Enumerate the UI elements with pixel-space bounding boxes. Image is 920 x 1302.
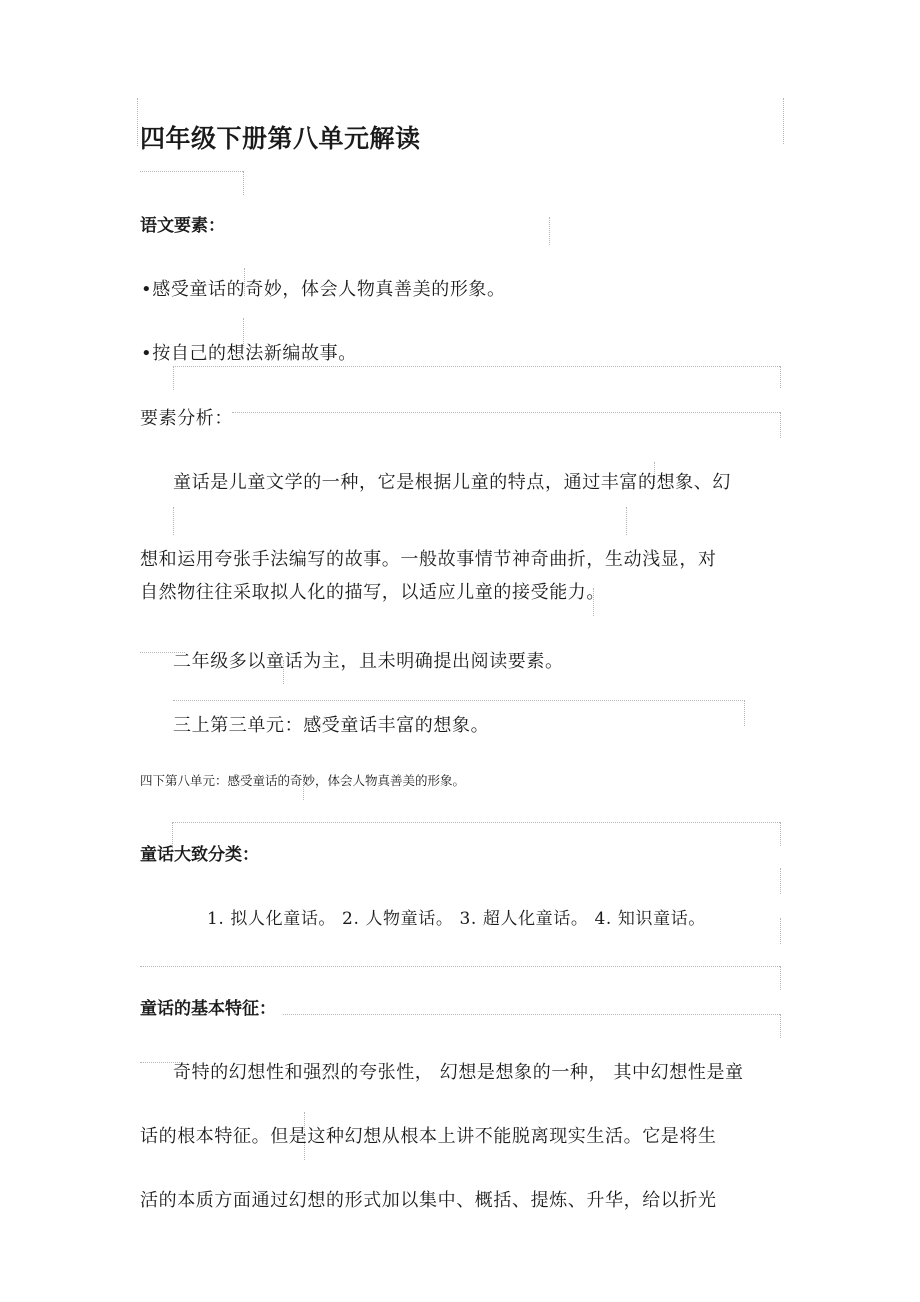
artifact-line [173,366,174,390]
artifact-line [549,217,550,245]
analysis-paragraph-line: 童话是儿童文学的一种，它是根据儿童的特点，通过丰富的想象、幻 [173,472,731,493]
artifact-line [173,366,780,367]
features-paragraph-line: 活的本质方面通过幻想的形式加以集中、概括、提炼、升华，给以折光 [140,1190,717,1211]
section-heading-analysis: 要素分析： [140,408,233,429]
artifact-line [137,98,138,146]
element-item: •感受童话的奇妙，体会人物真善美的形象。 [141,279,506,300]
artifact-line [140,171,243,172]
features-paragraph-line: 话的根本特征。但是这种幻想从根本上讲不能脱离现实生活。它是将生 [140,1126,717,1147]
section-heading-features: 童话的基本特征： [140,999,276,1019]
artifact-line [744,700,745,726]
artifact-line [780,868,781,894]
grade2-note: 二年级多以童话为主，且未明确提出阅读要素。 [173,651,564,672]
artifact-line [232,412,780,413]
analysis-paragraph-line: 自然物往往采取拟人化的描写，以适应儿童的接受能力。 [140,582,605,603]
artifact-line [172,822,780,823]
artifact-line [780,822,781,846]
artifact-line [626,507,627,535]
artifact-line [783,98,784,144]
artifact-line [243,171,244,195]
categories-list: 1. 拟人化童话。 2. 人物童话。 3. 超人化童话。 4. 知识童话。 [207,909,706,929]
page-title: 四年级下册第八单元解读 [140,124,421,153]
section-heading-elements: 语文要素： [140,216,225,236]
artifact-line [780,918,781,944]
grade4-note: 四下第八单元：感受童话的奇妙，体会人物真善美的形象。 [140,773,466,788]
features-paragraph-line: 奇特的幻想性和强烈的夸张性， 幻想是想象的一种， 其中幻想性是童 [173,1062,744,1083]
element-item: •按自己的想法新编故事。 [141,343,357,364]
artifact-line [140,966,780,967]
artifact-line [283,1014,780,1015]
artifact-line [173,507,174,535]
artifact-line [173,700,743,701]
grade3-note: 三上第三单元：感受童话丰富的想象。 [173,715,490,736]
artifact-line [780,366,781,388]
artifact-line [780,966,781,990]
section-heading-categories: 童话大致分类： [140,845,259,865]
artifact-line [780,1014,781,1038]
analysis-paragraph-line: 想和运用夸张手法编写的故事。一般故事情节神奇曲折，生动浅显，对 [140,549,717,570]
artifact-line [780,412,781,438]
